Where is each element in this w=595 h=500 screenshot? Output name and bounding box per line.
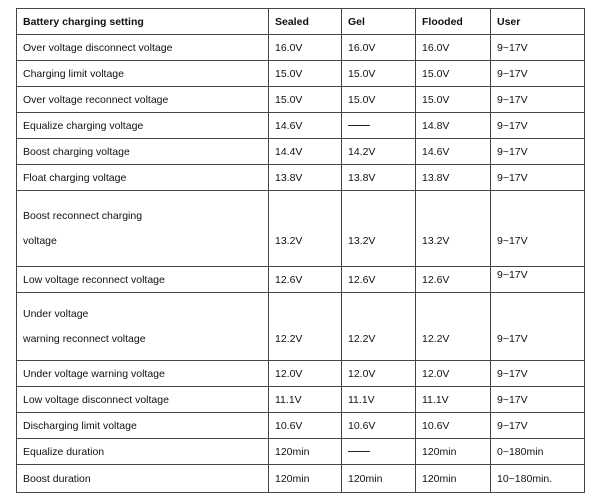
cell-gel: 10.6V	[342, 413, 416, 439]
cell-user: 9~17V	[491, 35, 585, 61]
cell-flooded: 12.6V	[416, 267, 491, 293]
cell-user: 9~17V	[491, 413, 585, 439]
cell-gel: 14.2V	[342, 139, 416, 165]
cell-sealed: 13.2V	[269, 191, 342, 267]
cell-user: 9~17V	[491, 361, 585, 387]
cell-sealed: 120min	[269, 439, 342, 465]
table-row	[17, 113, 585, 139]
cell-sealed: 15.0V	[269, 61, 342, 87]
row-label-line: warning reconnect voltage	[23, 332, 146, 345]
row-label: Discharging limit voltage	[17, 413, 269, 439]
cell-user: 9~17V	[491, 191, 585, 267]
table-row	[17, 387, 585, 413]
table-row	[17, 191, 585, 267]
cell-flooded: 16.0V	[416, 35, 491, 61]
header-setting: Battery charging setting	[17, 9, 269, 35]
cell-sealed: 14.4V	[269, 139, 342, 165]
row-label: Boost duration	[17, 465, 269, 493]
cell-gel: 16.0V	[342, 35, 416, 61]
header-user: User	[491, 9, 585, 35]
cell-sealed: 16.0V	[269, 35, 342, 61]
cell-gel: 12.6V	[342, 267, 416, 293]
cell-gel: 15.0V	[342, 61, 416, 87]
table-row	[17, 61, 585, 87]
row-label: Equalize duration	[17, 439, 269, 465]
cell-user: 9~17V	[491, 267, 585, 293]
cell-flooded: 13.2V	[416, 191, 491, 267]
row-label: Over voltage disconnect voltage	[17, 35, 269, 61]
table-row	[17, 413, 585, 439]
row-label-line: voltage	[23, 234, 57, 247]
row-label: Low voltage reconnect voltage	[17, 267, 269, 293]
cell-flooded: 12.2V	[416, 293, 491, 361]
table-row	[17, 165, 585, 191]
cell-sealed: 12.6V	[269, 267, 342, 293]
row-label	[17, 293, 269, 361]
row-label: Over voltage reconnect voltage	[17, 87, 269, 113]
table-row	[17, 361, 585, 387]
table-row	[17, 139, 585, 165]
row-label: Boost charging voltage	[17, 139, 269, 165]
cell-flooded: 15.0V	[416, 87, 491, 113]
cell-sealed: 14.6V	[269, 113, 342, 139]
cell-gel-empty	[342, 113, 416, 139]
cell-sealed: 11.1V	[269, 387, 342, 413]
cell-flooded: 120min	[416, 439, 491, 465]
header-flooded: Flooded	[416, 9, 491, 35]
cell-flooded: 11.1V	[416, 387, 491, 413]
row-label: Charging limit voltage	[17, 61, 269, 87]
row-label: Float charging voltage	[17, 165, 269, 191]
cell-user: 9~17V	[491, 387, 585, 413]
cell-flooded: 14.6V	[416, 139, 491, 165]
cell-gel: 13.8V	[342, 165, 416, 191]
header-gel: Gel	[342, 9, 416, 35]
row-label-line: Under voltage	[23, 307, 89, 320]
cell-flooded: 15.0V	[416, 61, 491, 87]
cell-flooded: 10.6V	[416, 413, 491, 439]
row-label: Equalize charging voltage	[17, 113, 269, 139]
row-label	[17, 191, 269, 267]
row-label: Under voltage warning voltage	[17, 361, 269, 387]
cell-gel: 13.2V	[342, 191, 416, 267]
row-label-line: Boost reconnect charging	[23, 209, 143, 222]
cell-flooded: 120min	[416, 465, 491, 493]
empty-dash	[348, 125, 370, 126]
row-label: Low voltage disconnect voltage	[17, 387, 269, 413]
cell-gel: 11.1V	[342, 387, 416, 413]
table-row	[17, 439, 585, 465]
cell-flooded: 13.8V	[416, 165, 491, 191]
cell-sealed: 120min	[269, 465, 342, 493]
table-header-row	[17, 9, 585, 35]
cell-user: 9~17V	[491, 165, 585, 191]
table-row	[17, 87, 585, 113]
cell-gel: 12.2V	[342, 293, 416, 361]
battery-settings-table	[16, 8, 585, 493]
empty-dash	[348, 451, 370, 452]
cell-gel-empty	[342, 439, 416, 465]
cell-user: 9~17V	[491, 87, 585, 113]
cell-user: 9~17V	[491, 293, 585, 361]
table-row	[17, 465, 585, 493]
table-row	[17, 35, 585, 61]
cell-user: 0~180min	[491, 439, 585, 465]
cell-sealed: 15.0V	[269, 87, 342, 113]
cell-user: 9~17V	[491, 139, 585, 165]
header-sealed: Sealed	[269, 9, 342, 35]
cell-gel: 12.0V	[342, 361, 416, 387]
table-row	[17, 267, 585, 293]
table-row	[17, 293, 585, 361]
cell-flooded: 14.8V	[416, 113, 491, 139]
cell-sealed: 12.2V	[269, 293, 342, 361]
cell-sealed: 12.0V	[269, 361, 342, 387]
cell-user: 9~17V	[491, 113, 585, 139]
cell-user: 9~17V	[491, 61, 585, 87]
cell-flooded: 12.0V	[416, 361, 491, 387]
cell-gel: 15.0V	[342, 87, 416, 113]
cell-user: 10~180min.	[491, 465, 585, 493]
cell-gel: 120min	[342, 465, 416, 493]
cell-sealed: 10.6V	[269, 413, 342, 439]
cell-sealed: 13.8V	[269, 165, 342, 191]
